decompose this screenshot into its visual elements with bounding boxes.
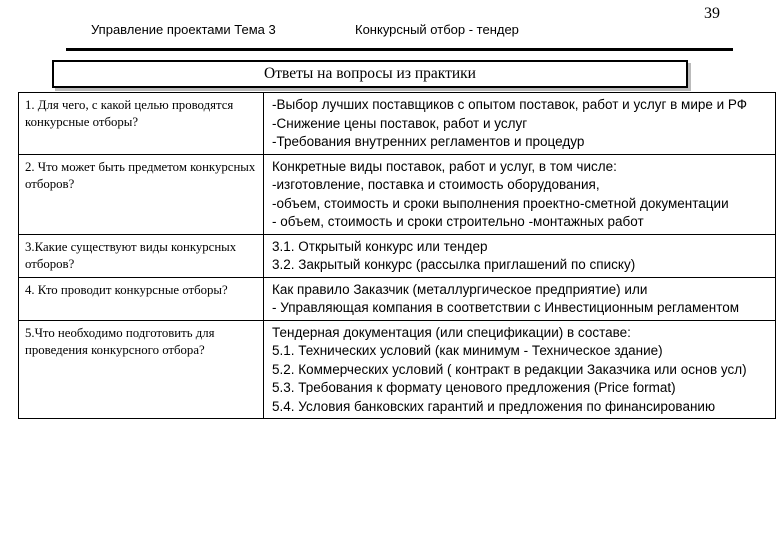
answer-cell bbox=[264, 154, 776, 234]
question-cell: 2. Что может быть предметом конкурсных отборов? bbox=[19, 154, 264, 234]
answer-line: - объем, стоимость и сроки строительно -монтажных работ bbox=[272, 214, 644, 229]
answer-cell bbox=[264, 277, 776, 320]
question-cell: 4. Кто проводит конкурсные отборы? bbox=[19, 277, 264, 320]
answer-line: 3.1. Открытый конкурс или тендер bbox=[272, 238, 488, 254]
answer-line: -изготовление, поставка и стоимость оборудования, bbox=[272, 177, 600, 192]
section-title: Ответы на вопросы из практики bbox=[264, 65, 476, 82]
answer-line: -Выбор лучших поставщиков с опытом поставок, работ и услуг в мире и РФ bbox=[272, 97, 748, 112]
table-row bbox=[19, 234, 776, 277]
answer-cell bbox=[264, 320, 776, 419]
table-row bbox=[19, 320, 776, 419]
answer-line: 3.2. Закрытый конкурс (рассылка приглашений по списку) bbox=[272, 257, 636, 272]
answer-line: 5.3. Требования к формату ценового предложения (Price format) bbox=[272, 380, 676, 395]
answer-line: Как правило Заказчик (металлургическое предприятие) или bbox=[272, 281, 648, 297]
answer-cell bbox=[264, 234, 776, 277]
answer-line: -Требования внутренних регламентов и процедур bbox=[272, 134, 585, 149]
qa-table bbox=[18, 92, 776, 419]
header-divider bbox=[66, 48, 733, 51]
answer-cell bbox=[264, 93, 776, 155]
answer-line: 5.2. Коммерческих условий ( контракт в редакции Заказчика или основ усл) bbox=[272, 361, 747, 377]
answer-line: -Снижение цены поставок, работ и услуг bbox=[272, 115, 528, 131]
answer-line: -объем, стоимость и сроки выполнения проектно-сметной документации bbox=[272, 195, 729, 211]
question-cell: 5.Что необходимо подготовить для проведения конкурсного отбора? bbox=[19, 320, 264, 419]
answer-line: 5.1. Технических условий (как минимум - Техническое здание) bbox=[272, 343, 663, 358]
section-banner bbox=[52, 60, 688, 88]
table-row bbox=[19, 154, 776, 234]
answer-line: Тендерная документация (или спецификации) в составе: bbox=[272, 324, 631, 340]
question-cell: 3.Какие существуют виды конкурсных отборов? bbox=[19, 234, 264, 277]
table-row bbox=[19, 277, 776, 320]
answer-line: 5.4. Условия банковских гарантий и предложения по финансированию bbox=[272, 398, 716, 414]
header-course-title: Управление проектами Тема 3 bbox=[91, 22, 276, 37]
answer-line: Конкретные виды поставок, работ и услуг, в том числе: bbox=[272, 158, 617, 174]
table-row bbox=[19, 93, 776, 155]
answer-line: - Управляющая компания в соответствии с Инвестиционным регламентом bbox=[272, 300, 740, 315]
page-number: 39 bbox=[704, 5, 720, 22]
header-topic-title: Конкурсный отбор - тендер bbox=[355, 22, 519, 37]
question-cell: 1. Для чего, с какой целью проводятся конкурсные отборы? bbox=[19, 93, 264, 155]
